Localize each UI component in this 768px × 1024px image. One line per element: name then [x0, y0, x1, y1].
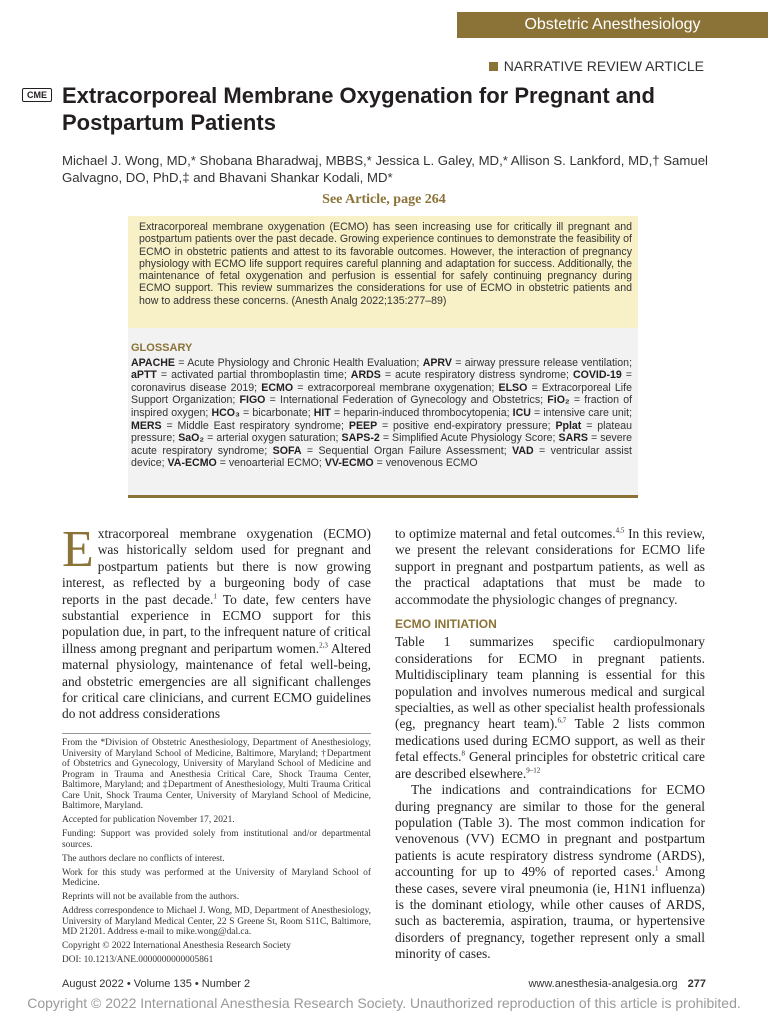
journal-url[interactable]: www.anesthesia-analgesia.org	[528, 978, 678, 990]
note-line: DOI: 10.1213/ANE.0000000000005861	[62, 955, 214, 965]
intro-paragraph	[62, 521, 372, 723]
glossary-definition: = extracorporeal membrane oxygenation;	[293, 381, 499, 394]
glossary-term: ICU	[512, 406, 531, 419]
body-column-left	[62, 521, 372, 723]
glossary-term: PEEP	[348, 419, 378, 432]
glossary-definition: = activated partial thromboplastin time;	[156, 369, 351, 382]
glossary-definition: = airway pressure release ventilation;	[451, 356, 633, 369]
note-line: From the *Division of Obstetric Anesthesiology, Department of Anesthesiology, University of Maryland School of Medicine, Baltimore, Maryland; †Department of Obstetrics and Gynecology, University of Maryland School of Medicine and Program in Trauma and Anesthesia Critical Care, Shock Trauma Center, Baltimore, Maryland; and ‡Department of Anesthesiology, Multi Trauma Critical Care Unit, Shock Trauma Center, University of Maryland School of Medicine, Baltimore, Maryland.	[62, 738, 371, 811]
glossary-term: SOFA	[272, 444, 302, 457]
cme-badge: CME	[22, 88, 52, 102]
note-line: Work for this study was performed at the University of Maryland School of Medicine.	[62, 867, 371, 888]
citation-ref[interactable]: 6,7	[557, 717, 567, 725]
glossary-definition: = arterial oxygen saturation;	[204, 432, 342, 445]
glossary-term: MERS	[131, 419, 162, 432]
author-list: Michael J. Wong, MD,* Shobana Bharadwaj, MBBS,* Jessica L. Galey, MD,* Allison S. Lankford, MD,† Samuel Galvagno, DO, PhD,‡ and Bhavani Shankar Kodali, MD*	[62, 153, 708, 185]
citation-ref[interactable]: 1	[213, 592, 217, 601]
section-banner: Obstetric Anesthesiology	[457, 12, 768, 38]
abstract: Extracorporeal membrane oxygenation (ECMO) has seen increasing use for critically ill pregnant and postpartum patients over the past decade. Growing experience continues to demonstrate the feasibility of ECMO in obstetric patients and attest to its favorable outcomes. However, the interaction of pregnancy physiology with ECMO life support requires careful planning and adaptation for success. Additionally, the maintenance of fetal oxygenation and perfusion is essential for safely continuing pregnancy during ECMO support. This review summarizes the considerations for use of ECMO in obstetric patients and how to address these concerns. (Anesth Analg 2022;135:277–89)	[128, 216, 638, 328]
glossary-term: ECMO	[261, 381, 294, 394]
glossary-term: FIGO	[239, 394, 266, 407]
glossary-term: APACHE	[131, 356, 175, 369]
glossary-definition: = International Federation of Gynecology and Obstetrics;	[265, 394, 548, 407]
text-run: Table 1 summarizes specific cardiopulmonary considerations for ECMO in pregnant patients. Multidisciplinary team planning is essential for this population and involves numerous medical and surgical specialties, as well as other specialist health professionals (eg, pregnancy heart team).	[395, 634, 705, 732]
text-run: In this review, we present the relevant considerations for ECMO life support in pregnant and postpartum patients, as well as the practical adaptations that must be made to accommodate the physiologic changes of pregnancy.	[395, 526, 705, 607]
affiliation-notes	[62, 733, 371, 969]
issue-info: August 2022 • Volume 135 • Number 2	[62, 978, 251, 990]
text-run: The indications and contraindications for ECMO during pregnancy are similar to those for the general population (Table 3). The most common indication for venovenous (VV) ECMO in pregnant and postpartum patients is acute respiratory distress syndrome (ARDS), accounting for up to 49% of reported cases.	[395, 782, 705, 880]
text-run: General principles for obstetric critical care are described elsewhere.	[395, 749, 705, 781]
footer-right	[528, 978, 706, 990]
citation-ref[interactable]: 9–12	[526, 766, 541, 775]
intro-paragraph-continued	[395, 526, 705, 608]
glossary-term: ELSO	[498, 381, 528, 394]
glossary-term: Pplat	[555, 419, 582, 432]
note-line: Address correspondence to Michael J. Wong, MD, Department of Anesthesiology, University of Maryland Medical Center, 22 S Greene St, Room S11C, Baltimore, MD 21201. Address e-mail to mike.wong@dal.ca.	[62, 906, 371, 937]
glossary-definition: = Middle East respiratory syndrome;	[161, 419, 349, 432]
glossary-term: SaO₂	[178, 432, 205, 445]
paragraph	[395, 782, 705, 962]
glossary-definition: = Extracorporeal Life Support Organization;	[131, 381, 632, 407]
glossary-definition: = coronavirus disease 2019;	[131, 369, 632, 394]
square-bullet-icon	[489, 62, 498, 71]
glossary-definition: = plateau pressure;	[131, 419, 633, 445]
glossary-definition: = positive end-expiratory pressure;	[377, 419, 556, 432]
glossary-definition: = bicarbonate;	[239, 406, 314, 419]
note-line: Reprints will not be available from the authors.	[62, 892, 240, 902]
glossary-definition: = venovenous ECMO	[373, 457, 478, 470]
text-run: Table 2 lists common medications used during ECMO support, as well as their fetal effects.	[395, 716, 705, 765]
note-line: Funding: Support was provided solely from institutional and/or departmental sources.	[62, 829, 371, 850]
glossary-term: SAPS-2	[341, 432, 380, 445]
text-run: to optimize maternal and fetal outcomes.	[395, 526, 616, 541]
glossary-entries	[131, 357, 632, 470]
glossary-term: VV-ECMO	[324, 457, 374, 470]
glossary-term: HCO₃	[211, 406, 240, 419]
text-run: Among these cases, severe viral pneumonia (ie, H1N1 influenza) is the dominant etiology, while other causes of ARDS, such as bacteremia, aspiration, trauma, or hypertensive disorders of pregnancy, together represent only a small minority of cases.	[395, 864, 706, 962]
citation-ref[interactable]: 1	[654, 864, 659, 873]
body-column-right	[395, 526, 705, 963]
article-type	[489, 58, 704, 74]
copyright-watermark: Copyright © 2022 International Anesthesia Research Society. Unauthorized reproduction of this article is prohibited.	[27, 995, 741, 1011]
glossary-heading: GLOSSARY	[131, 342, 193, 354]
glossary-box	[128, 328, 638, 498]
glossary-definition: = Acute Physiology and Chronic Health Evaluation;	[174, 356, 423, 369]
glossary-term: APRV	[422, 356, 452, 369]
glossary-definition: = fraction of inspired oxygen;	[131, 394, 633, 419]
glossary-definition: = acute respiratory distress syndrome;	[380, 369, 573, 382]
see-article-link[interactable]: See Article, page 264	[322, 192, 446, 207]
glossary-definition: = intensive care unit;	[530, 406, 633, 419]
citation-ref[interactable]: 4,5	[615, 526, 625, 535]
note-line: Copyright © 2022 International Anesthesia Research Society	[62, 941, 291, 951]
text-run: xtracorporeal membrane oxygenation (ECMO) was historically seldom used for pregnant and postpartum patients but there is now growing interest, as reflected by a burgeoning body of case reports in the past decade.	[62, 526, 371, 607]
glossary-term: FiO₂	[547, 394, 570, 407]
glossary-term: COVID-19	[572, 369, 622, 382]
page-number: 277	[687, 978, 706, 990]
glossary-term: HIT	[313, 406, 331, 419]
glossary-definition: = ventricular assist device;	[131, 444, 633, 470]
note-line: Accepted for publication November 17, 2021.	[62, 815, 235, 825]
glossary-term: VA-ECMO	[167, 457, 217, 470]
text-run: To date, few centers have substantial experience in ECMO support for this population due, in part, to the infrequent nature of critical illness among pregnant and peripartum women.	[62, 591, 371, 656]
article-type-label: NARRATIVE REVIEW ARTICLE	[503, 58, 704, 74]
glossary-definition: = venoarterial ECMO;	[216, 457, 325, 470]
citation-ref[interactable]: 2,3	[319, 641, 328, 650]
glossary-term: aPTT	[131, 369, 157, 382]
article-title: Extracorporeal Membrane Oxygenation for Pregnant and Postpartum Patients	[62, 83, 655, 135]
paragraph	[395, 634, 705, 782]
text-run: Altered maternal physiology, maintenance of fetal well-being, and obstetric emergencies are all significant challenges for critical care clinicians, and current ECMO guidelines do not address considerations	[62, 640, 372, 722]
citation-ref[interactable]: 8	[461, 749, 466, 758]
note-line: The authors declare no conflicts of interest.	[62, 853, 225, 864]
glossary-definition: = Sequential Organ Failure Assessment;	[301, 444, 513, 457]
glossary-term: SARS	[558, 432, 588, 445]
glossary-definition: = Simplified Acute Physiology Score;	[379, 432, 559, 445]
drop-cap: E	[62, 521, 94, 578]
glossary-definition: = heparin-induced thrombocytopenia;	[330, 406, 513, 419]
section-heading: ECMO INITIATION	[395, 617, 497, 632]
glossary-term: ARDS	[350, 369, 381, 382]
glossary-term: VAD	[512, 444, 534, 457]
glossary-definition: = severe acute respiratory syndrome;	[131, 432, 632, 457]
